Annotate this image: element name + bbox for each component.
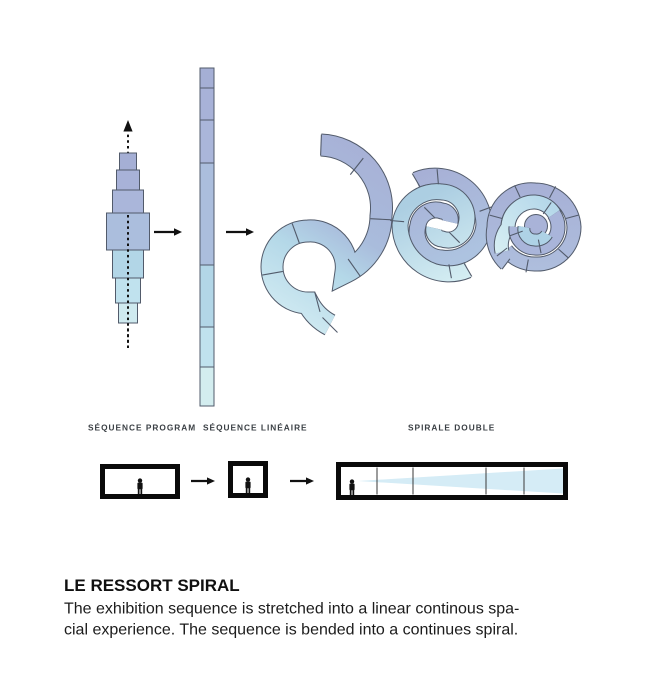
s-curve-band xyxy=(262,135,391,333)
caption-title: LE RESSORT SPIRAL xyxy=(64,576,240,595)
linear-band-diagram xyxy=(200,68,214,406)
program-stack-diagram xyxy=(107,120,150,348)
arrow-bar-to-spirals xyxy=(226,228,254,236)
caption-line-2: cial experience. The sequence is bended into a continues spiral. xyxy=(64,621,519,639)
caption-block xyxy=(64,576,519,639)
label-sequence-program: SÉQUENCE PROGRAM xyxy=(88,422,197,433)
caption-line-1: The exhibition sequence is stretched into a linear continous spa- xyxy=(64,600,520,618)
label-spirale-double: SPIRALE DOUBLE xyxy=(408,422,496,433)
arrow-stack-to-bar xyxy=(154,228,182,236)
room-sequence-row xyxy=(103,464,566,498)
dashed-axis-arrowhead-icon xyxy=(123,120,132,132)
arrow-room2-to-room3 xyxy=(290,477,314,484)
arrow-room1-to-room2 xyxy=(191,477,215,484)
loose-double-spiral xyxy=(390,169,493,278)
label-sequence-lineaire: SÉQUENCE LINÉAIRE xyxy=(203,422,308,433)
tight-double-spiral xyxy=(490,185,579,272)
room-box-long-gallery xyxy=(339,465,566,498)
